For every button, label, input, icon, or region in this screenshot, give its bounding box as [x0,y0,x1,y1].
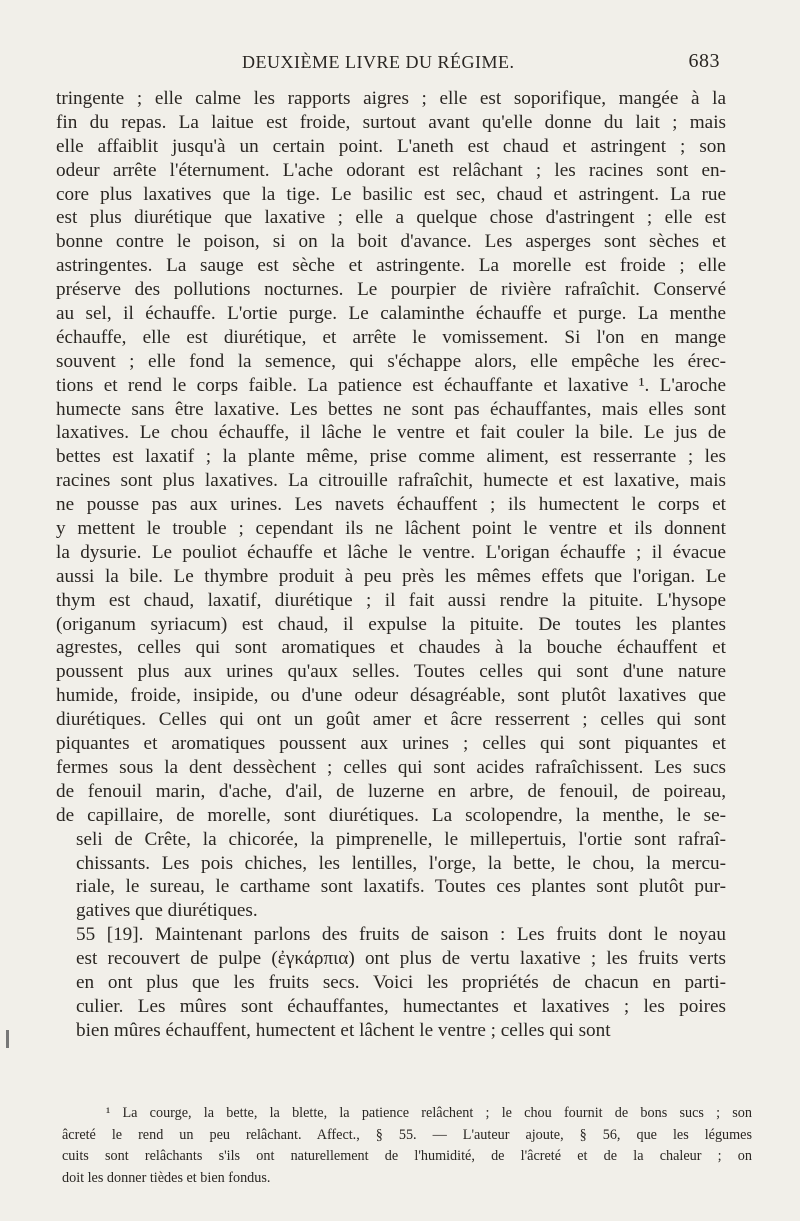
body-line: y mettent le trouble ; cependant ils ne lâchent point le ventre et ils donnent [56,518,726,540]
body-line: ne pousse pas aux urines. Les navets échauffent ; ils humectent le corps et [56,494,726,516]
body-line: (origanum syriacum) est chaud, il expulse la pituite. De toutes les plantes [56,613,726,635]
footnote-line: ¹ La courge, la bette, la blette, la patience relâchent ; le chou fournit de bons sucs ; son [106,1105,752,1121]
running-header [64,50,724,80]
body-line: seli de Crête, la chicorée, la pimprenelle, le millepertuis, l'ortie sont rafraî- [76,828,726,850]
body-line: riale, le sureau, le carthame sont laxatifs. Toutes ces plantes sont plutôt pur- [76,876,726,898]
margin-mark [6,1030,9,1048]
body-line: bien mûres échauffent, humectent et lâchent le ventre ; celles qui sont [76,1019,611,1041]
body-line: est plus diurétique que laxative ; elle a quelque chose d'astringent ; elle est [56,207,726,229]
body-line: bonne contre le poison, si on la boit d'avance. Les asperges sont sèches et [56,231,726,253]
body-line: piquantes et aromatiques poussent aux urines ; celles qui sont piquantes et [56,733,726,755]
body-line: diurétiques. Celles qui ont un goût amer et âcre resserrent ; celles qui sont [56,709,726,731]
body-line: 55 [19]. Maintenant parlons des fruits de saison : Les fruits dont le noyau [76,924,726,946]
body-line: chissants. Les pois chiches, les lentilles, l'orge, la bette, le chou, la mercu- [76,852,726,874]
running-title: DEUXIÈME LIVRE DU RÉGIME. [242,52,515,72]
footnote-line: cuits sont relâchants s'ils ont naturellement de l'humidité, de l'âcreté et de la chaleur ; on [62,1148,752,1165]
body-line: agrestes, celles qui sont aromatiques et chaudes à la bouche échauffent et [56,637,726,659]
body-line: thym est chaud, laxatif, diurétique ; il fait aussi rendre la pituite. L'hysope [56,589,726,611]
body-line: racines sont plus laxatives. La citrouille rafraîchit, humecte et est laxative, mais [56,470,726,492]
body-line: elle affaiblit jusqu'à un certain point. L'aneth est chaud et astringent ; son [56,135,726,157]
body-line: tions et rend le corps faible. La patience est échauffante et laxative ¹. L'aroche [56,374,726,396]
footnote-line: doit les donner tièdes et bien fondus. [62,1169,271,1186]
footnote-line: âcreté le rend un peu relâchant. Affect., § 55. — L'auteur ajoute, § 56, que les légumes [62,1126,752,1143]
body-line: en ont plus que les fruits secs. Voici les propriétés de chacun en parti- [76,971,726,993]
body-line: préserve des pollutions nocturnes. Le pourpier de rivière rafraîchit. Conservé [56,279,726,301]
body-line: souvent ; elle fond la semence, qui s'échappe alors, elle empêche les érec- [56,350,726,372]
page-number: 683 [688,50,720,72]
body-line: humecte sans être laxative. Les bettes ne sont pas échauffantes, mais elles sont [56,398,726,420]
body-line: au sel, il échauffe. L'ortie purge. Le calaminthe échauffe et purge. La menthe [56,303,726,325]
body-line: est recouvert de pulpe (ἐγκάρπια) ont plus de vertu laxative ; les fruits verts [76,948,726,970]
body-line: odeur arrête l'éternument. L'ache odorant est relâchant ; les racines sont en- [56,159,726,181]
body-line: bettes est laxatif ; la plante même, prise comme aliment, est resserrante ; les [56,446,726,468]
body-line: poussent plus aux urines qu'aux selles. Toutes celles qui sont d'une nature [56,661,726,683]
body-line: gatives que diurétiques. [76,900,258,922]
body-line: échauffe, elle est diurétique, et arrête le vomissement. Si l'on en mange [56,326,726,348]
body-line: core plus laxatives que la tige. Le basilic est sec, chaud et astringent. La rue [56,183,726,205]
body-line: humide, froide, insipide, ou d'une odeur désagréable, sont plutôt laxatives que [56,685,726,707]
footnotes [62,1103,752,1189]
body-line: aussi la bile. Le thymbre produit à peu près les mêmes effets que l'origan. Le [56,565,726,587]
body-line: laxatives. Le chou échauffe, il lâche le ventre et fait couler la bile. Le jus de [56,422,726,444]
body-line: fermes sous la dent dessèchent ; celles qui sont acides rafraîchissent. Les sucs [56,756,726,778]
body-line: fin du repas. La laitue est froide, surtout avant qu'elle donne du lait ; mais [56,111,726,133]
body-line: astringentes. La sauge est sèche et astringente. La morelle est froide ; elle [56,255,726,277]
body-line: tringente ; elle calme les rapports aigres ; elle est soporifique, mangée à la [56,88,726,109]
body-line: de capillaire, de morelle, sont diurétiques. La scolopendre, la menthe, le se- [56,804,726,826]
body-line: de fenouil marin, d'ache, d'ail, de luzerne en arbre, de fenouil, de poireau, [56,780,726,802]
body-text [56,87,726,1043]
body-line: culier. Les mûres sont échauffantes, humectantes et laxatives ; les poires [76,995,726,1017]
body-line: la dysurie. Le pouliot échauffe et lâche le ventre. L'origan échauffe ; il évacue [56,541,726,563]
